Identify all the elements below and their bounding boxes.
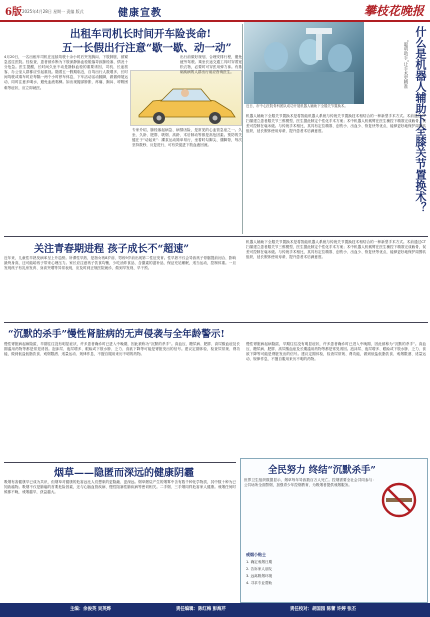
taxi-body-left: 4月20日，一名出租车司机在连续驾驶十余小时后突发胸闷、下肢肿胀，被紧急送往医院。经检查，患者被诊断为下肢深静脉血栓脱落导致肺栓塞，情况十分危急。医生提醒，长时间久坐不动是静脉血栓的重要诱因，司机、长途旅客、办公室人群都应引起重视。随着五一假期临近，自驾出行人数增多，长时间驾驶或乘车时应每隔一两个小时停车休息，下车活动活动腿脚，做做伸展运动，同时注意多喝水，避免血液黏稠。如出现腿部肿胀、疼痛、胸闷、呼吸困难等症状，应立即就医。: [4, 55, 128, 90]
kidney-body-right: 慢性肾脏病起病隐匿，早期往往没有明显症状，许多患者确诊时已进入中晚期，因此被称为“沉默的杀手”。高血压、糖尿病、肥胖、高尿酸血症及长期滥用药物等都是常见诱因。泡沫尿、夜尿增多、眼睑或下肢水肿、乏力、食欲下降等可能是肾脏发出的信号。建议定期体检，检查尿常规、肾功能，做到低盐低脂饮食、戒烟限酒、适量运动、规律作息，不擅自服用来历不明的药物。: [246, 342, 426, 362]
tobacco-body: 吸烟有害健康早已成为共识，但烟草对健康的危害远比人们想象的更隐蔽、更深远。烟草燃烧产生的烟雾中含有数千种化学物质，其中数十种为已知致癌物。吸烟不仅是肺癌的首要危险因素，还与心脑血管疾病、慢性阻塞性肺疾病等密切相关。二手烟、三手烟同样危害家人健康。戒烟任何时候都不晚，戒烟越早，获益越大。: [4, 480, 236, 495]
footer-proofreader: 责任校对：胡国园 陈蕾 许婷 张丕: [290, 607, 357, 612]
no-smoking-icon: [380, 478, 418, 522]
tip-item: 2. 告诉家人朋友: [246, 567, 273, 571]
anti-tobacco-headline: 全民努力 终结“沉默杀手”: [268, 465, 376, 476]
robot-body: 机器人辅助下全膝关节置换术是将智能机器人系统与传统关节置换技术相结合的一种新型手术方式。术前通过CT扫描建立患者膝关节三维模型，医生据此制定个性化手术方案；术中机器人机械臂在医生操控下精准完成截骨，误差可控制在毫米级。与传统手术相比，其具有定位精准、创伤小、出血少、恢复快等优点，能够更好地保护周围软组织，延长假体使用寿命，提升患者术后满意度。: [246, 114, 426, 134]
surgery-photo-caption: 近日，市中心医院骨科团队成功开展机器人辅助下全膝关节置换术。: [246, 104, 348, 108]
tip-item: 1. 确定戒烟日期: [246, 560, 273, 564]
section-divider-3: [4, 462, 236, 463]
footer-duty-editor: 责任编辑：陈红梅 彭海芹: [176, 607, 226, 612]
robot-headline: 什么是机器人辅助下全膝关节置换术？: [414, 26, 427, 213]
taxi-subheadline: 五一长假出行注意“歇一歇、动一动”: [62, 42, 232, 54]
column-divider: [242, 24, 243, 234]
robot-subhead: “聪明助手”让手术更精准: [403, 40, 408, 89]
anti-tobacco-body: 世界卫生组织数据显示，烟草每年导致数百万人死亡。控烟需要全社会共同参与：公共场所全面禁烟，加强青少年控烟教育，为吸烟者提供戒烟服务。: [244, 478, 376, 488]
taxi-body-mid: 专家介绍，肺栓塞起病急、病情凶险，是常见的心血管急症之一。久坐、久卧、肥胖、吸烟、高龄、术后制动等都是高危因素。预防的关键在于“动起来”：踝泵运动简单易行，坐着时勾脚尖、绷脚背，每次坚持数秒，反复进行，可有效促进下肢血液回流。: [132, 128, 242, 148]
kids-headline: 关注青春期进程 孩子成长不“超速”: [34, 244, 189, 255]
surgery-photo: [244, 22, 364, 104]
kidney-headline: “沉默的杀手”慢性肾脏病的无声侵袭与全年龄警示!: [8, 329, 225, 340]
taxi-headline: 出租车司机长时间开车险丧命!: [70, 28, 212, 40]
section-divider-2: [4, 322, 428, 323]
taxi-body-right: 出行前做好规划，合理安排行程，避免疲劳驾驶。乘坐长途交通工具时穿着宽松衣物，必要时可穿医用弹力袜。有基础疾病的人群出行前应咨询医生。: [180, 55, 242, 75]
footer-bar: [0, 603, 430, 617]
tips-title: 戒烟小贴士: [246, 552, 266, 557]
tobacco-headline: 烟草——隐匿而深远的健康阴霾: [54, 468, 194, 479]
section-title: 健康宣教: [118, 8, 162, 19]
masthead: [0, 0, 430, 22]
kidney-body: 慢性肾脏病起病隐匿，早期往往没有明显症状，许多患者确诊时已进入中晚期，因此被称为“沉默的杀手”。高血压、糖尿病、肥胖、高尿酸血症及长期滥用药物等都是常见诱因。泡沫尿、夜尿增多、眼睑或下肢水肿、乏力、食欲下降等可能是肾脏发出的信号。建议定期体检，检查尿常规、肾功能，做到低盐低脂饮食、戒烟限酒、适量运动、规律作息，不擅自服用来历不明的药物。: [4, 342, 240, 357]
kids-body: 近年来，儿童性早熟发病率呈上升趋势。所谓性早熟，是指女孩8岁前、男孩9岁前出现第二性征发育。性早熟不仅会导致孩子骨骺提前闭合、影响最终身高，还可能给孩子带来心理压力。家长应注意孩子饮食均衡，少吃油炸食品、含激素的滋补品，保证充足睡眠，适当运动，控制体重。一旦发现孩子有乳房发育、身高突增等异常表现，应及时到正规医院就诊，做到早发现、早干预。: [4, 256, 236, 271]
tip-item: 3. 远离吸烟环境: [246, 574, 273, 578]
page-number: 6版: [5, 7, 22, 18]
tip-item: 4. 寻求专业帮助: [246, 581, 273, 585]
robot-body-continued: 机器人辅助下全膝关节置换术是将智能机器人系统与传统关节置换技术相结合的一种新型手术方式。术前通过CT扫描建立患者膝关节三维模型，医生据此制定个性化手术方案；术中机器人机械臂在医生操控下精准完成截骨，误差可控制在毫米级。与传统手术相比，其具有定位精准、创伤小、出血少、恢复快等优点，能够更好地保护周围软组织，延长假体使用寿命，提升患者术后满意度。: [246, 240, 426, 260]
footer-editor: 主编：余俊英 吴英烨: [70, 607, 112, 612]
date-line: 2025年4月28日 星期一 责编 版式: [22, 9, 84, 14]
taxi-illustration: [130, 70, 242, 126]
paper-logo: 攀枝花晚报: [363, 4, 424, 18]
section-divider: [4, 236, 428, 237]
